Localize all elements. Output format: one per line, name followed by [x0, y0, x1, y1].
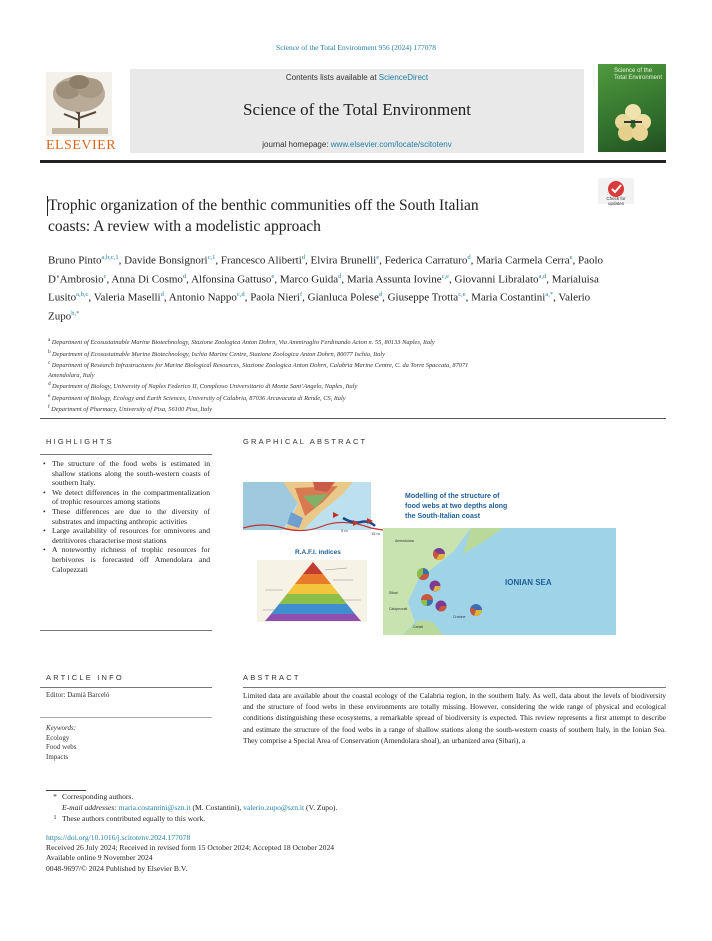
homepage-prefix: journal homepage: — [262, 140, 331, 149]
keywords-block — [46, 724, 77, 762]
homepage-link[interactable]: www.elsevier.com/locate/scitotenv — [330, 140, 452, 149]
check-updates-label: Check for updates — [606, 196, 626, 206]
author-affiliation-mark[interactable]: e — [376, 254, 380, 261]
author-name[interactable]: Paola Nieri — [250, 291, 300, 304]
keyword-item[interactable]: Impacts — [46, 752, 69, 761]
journal-citation[interactable]: Science of the Total Environment 956 (2024) 177078 — [276, 43, 436, 52]
author-affiliation-mark[interactable]: c — [103, 272, 107, 280]
received-dates: Received 26 July 2024; Received in revised form 15 October 2024; Accepted 18 October 2024 — [46, 843, 335, 853]
author-name[interactable]: Maria Carmela Cerra — [476, 254, 570, 267]
affiliation-item: $^a$ Department of Ecosustainable Marine Biotechnology, Stazione Zoologica Anton Dohrn, Via Ammiraglio Ferdinando Acton n. 55, 80133 Naples, Italy — [48, 337, 435, 347]
email-owner-2: (V. Zupo). — [304, 803, 338, 812]
author-affiliation-mark[interactable]: e — [271, 272, 275, 280]
affiliation-list — [48, 336, 648, 415]
author-name[interactable]: Maria Assunta Iovine — [346, 273, 442, 286]
author-name[interactable]: Federica Carraturo — [384, 254, 468, 267]
author-name[interactable]: Alfonsina Gattuso — [191, 273, 272, 286]
author-name[interactable]: Maria Costantini — [471, 291, 546, 304]
email-link-zupo[interactable]: valerio.zupo@szn.it — [243, 803, 305, 812]
keyword-item[interactable]: Food webs — [46, 743, 77, 751]
author-name[interactable]: Francesco Aliberti — [220, 254, 302, 267]
homepage-line — [130, 140, 584, 149]
author-affiliation-mark[interactable]: d — [338, 272, 342, 280]
ga-caption-line-3: the South-Italian coast — [405, 513, 481, 520]
elsevier-logo[interactable] — [40, 68, 120, 156]
site-label-sibari: Sibari — [389, 591, 398, 595]
email-note — [48, 802, 668, 813]
author-affiliation-mark[interactable]: d — [160, 291, 164, 299]
affiliation-item: $^c$ Department of Research Infrastructures for Marine Biological Resources, Stazione Zoologica Anton Dohrn, Calabria Marine Centre, C. da Torre Spaccata, 87071 — [48, 360, 469, 370]
title-line-2: coasts: A review with a modelistic approach — [48, 218, 321, 235]
author-affiliation-mark[interactable]: c,e — [458, 291, 466, 299]
equal-contribution-note: 1 These authors contributed equally to this work. — [53, 814, 206, 823]
author-name[interactable]: Giuseppe Trotta — [387, 291, 459, 304]
author-list: Bruno Pinto$^{a,b,c,1}$, Davide Bonsignori$^{c,1}$, Francesco Aliberti$^d$, Elvira Brunelli$^e$, Federica Carraturo$^d$, Maria Carmela Cerra$^e$, Paolo D’Ambrosio$^c$, Anna Di Cosmo$^d$, Alfonsina Gattuso$^e$, Marco Guida$^d$, Maria Assunta Iovine$^{c,e}$, Giovanni Libralato$^{a,d}$, Marialuisa Lusito$^{a,b,c}$, Valeria Maselli$^d$, Antonio Nappo$^{c,d}$, Paola Nieri$^f$, Gianluca Polese$^d$, Giuseppe Trotta$^{c,e}$, Maria Costantini$^{a,*}$, Valerio Zupo$^{b,*}$ — [48, 254, 604, 323]
author-name[interactable]: Anna Di Cosmo — [111, 273, 183, 286]
email-label: E-mail addresses: — [62, 803, 117, 812]
author-name[interactable]: Antonio Nappo — [168, 291, 237, 304]
ionian-sea-label: IONIAN SEA — [505, 578, 552, 587]
email-owner-1: (M. Costantini), — [190, 803, 244, 812]
author-affiliation-mark[interactable]: a,b,c,1 — [101, 254, 119, 261]
affiliation-item: $^f$ Department of Pharmacy, University of Pisa, 56100 Pisa, Italy — [48, 404, 213, 414]
journal-cover-image[interactable] — [598, 64, 666, 152]
author-affiliation-mark[interactable]: c,d — [236, 291, 245, 299]
author-affiliation-mark[interactable]: e — [569, 254, 573, 261]
highlight-item: • These differences are due to the diversity of substrates and impacting anthropic activities — [42, 507, 210, 526]
email-link-costantini[interactable]: maria.costantini@szn.it — [118, 803, 191, 812]
corresponding-note: * Corresponding authors. — [53, 792, 134, 801]
author-affiliation-mark[interactable]: a,b,c — [76, 291, 89, 299]
graphical-abstract-figure — [243, 482, 616, 635]
depth-label-5m: 5 m — [341, 528, 348, 533]
ga-caption-line-2: food webs at two depths along — [405, 503, 508, 510]
author-name[interactable]: Gianluca Polese — [307, 291, 379, 304]
author-affiliation-mark[interactable]: c,e — [441, 272, 450, 280]
author-affiliation-mark[interactable]: f — [299, 291, 303, 299]
keyword-item[interactable]: Ecology — [46, 733, 70, 742]
site-label-crotone: Crotone — [453, 615, 466, 619]
highlight-item: • We detect differences in the compartmentalization of trophic resources among stations — [42, 488, 210, 507]
online-date: Available online 9 November 2024 — [46, 853, 153, 863]
graphical-abstract-heading: GRAPHICAL ABSTRACT — [243, 437, 368, 446]
highlight-item: • Large availability of resources for omnivores and detritivores characterise most stations — [42, 526, 210, 545]
editor-line: Editor: Damià Barceló — [46, 691, 110, 699]
site-label-cariati: Cariati — [413, 625, 424, 629]
footnotes — [48, 791, 668, 824]
author-affiliation-mark[interactable]: d — [182, 272, 187, 280]
highlights-heading: HIGHLIGHTS — [46, 437, 114, 446]
site-label-calopezzati: Calopezzati — [389, 607, 408, 611]
author-affiliation-mark[interactable]: d — [378, 291, 383, 299]
author-affiliation-mark[interactable]: b,* — [71, 309, 80, 317]
keywords-label: Keywords: — [46, 724, 77, 732]
graphical-abstract-image[interactable] — [243, 482, 616, 635]
check-for-updates-button[interactable] — [598, 178, 634, 214]
author-name[interactable]: Davide Bonsignori — [124, 254, 208, 267]
author-name[interactable]: Giovanni Libralato — [454, 273, 539, 286]
author-name[interactable]: Bruno Pinto — [48, 254, 102, 267]
abstract-text: Limited data are available about the coastal ecology of the Calabria region, in the southern Italy. As well, data about the levels of biodiversity and the structure of food webs in these environments are totally missing. However, considering the wide range of physical and ecological conditions distinguishing these ecosystems, a remarkable spread of biodiversity is expected. This review represents a first attempt to describe and estimate the structure of the food webs in a range of shallow stations along the south-western coasts of southern Italy, in the Ionian Sea. They comprise a Special Area of Conservation (Amendolara shoal), an urbanized area (Sibari), a — [243, 691, 666, 745]
abstract-rule — [243, 687, 666, 688]
site-label-amendolara: Amendolara — [395, 539, 414, 543]
doi-link[interactable]: https://doi.org/10.1016/j.scitotenv.2024.177078 — [46, 833, 191, 842]
article-title — [48, 195, 578, 237]
article-info-heading: ARTICLE INFO — [46, 673, 124, 682]
title-line-1: Trophic organization of the benthic communities off the South Italian — [48, 197, 479, 214]
author-name[interactable]: Marialuisa Lusito — [48, 273, 599, 304]
depth-label-15m: 15 m — [371, 531, 380, 536]
highlights-list — [42, 459, 210, 574]
affiliation-item: $^b$ Department of Ecosustainable Marine Biotechnology, Ischia Marine Centre, Stazione Zoologica Anton Dohrn, 80077 Ischia, Italy — [48, 348, 385, 358]
affiliation-item: $^d$ Department of Biology, University of Naples Federico II, Complesso Universitario di Monte Sant’Angelo, Naples, Italy — [48, 381, 358, 391]
header-rule — [40, 160, 666, 163]
rafi-label: R.A.F.I. indices — [295, 549, 341, 556]
ga-caption-line-1: Modelling of the structure of — [405, 493, 500, 500]
contents-line — [130, 73, 584, 82]
affiliation-item: Amendolara, Italy — [48, 371, 95, 379]
cover-flower-icon — [612, 102, 654, 142]
author-affiliation-mark[interactable]: d — [301, 254, 306, 261]
author-affiliation-mark[interactable]: d — [467, 254, 471, 261]
author-name[interactable]: Valerio Zupo — [48, 291, 591, 323]
author-name[interactable]: Paolo D’Ambrosio — [48, 254, 604, 286]
elsevier-wordmark: ELSEVIER — [45, 138, 117, 153]
author-name[interactable]: Elvira Brunelli — [310, 254, 377, 267]
author-name[interactable]: Valeria Maselli — [93, 291, 161, 304]
affiliation-rule — [40, 418, 666, 419]
cover-title: Science of the Total Environment — [614, 68, 663, 81]
copyright-line: 0048-9697/© 2024 Published by Elsevier B.V. — [46, 863, 188, 873]
keywords-rule — [40, 717, 212, 718]
journal-title: Science of the Total Environment — [243, 100, 471, 119]
sciencedirect-link[interactable]: ScienceDirect — [378, 73, 429, 82]
contents-prefix: Contents lists available at — [285, 73, 379, 82]
article-info-rule — [40, 687, 212, 688]
highlight-item: • The structure of the food webs is estimated in shallow stations along the south-western coasts of southern Italy. — [42, 459, 210, 488]
affiliation-item: $^e$ Department of Biology, Ecology and Earth Sciences, University of Calabria, 87036 Arcavacata di Rende, CS, Italy — [48, 392, 346, 402]
author-affiliation-mark[interactable]: a,d — [538, 272, 547, 280]
author-affiliation-mark[interactable]: c,1 — [207, 254, 216, 261]
author-name[interactable]: Marco Guida — [279, 273, 339, 286]
author-affiliation-mark[interactable]: a,* — [545, 291, 554, 299]
publication-info — [46, 833, 666, 874]
abstract-heading: ABSTRACT — [243, 673, 301, 682]
highlight-item: • A noteworthy richness of trophic resources for herbivores is forecasted off Amendolara and Calopezzati — [42, 545, 210, 574]
